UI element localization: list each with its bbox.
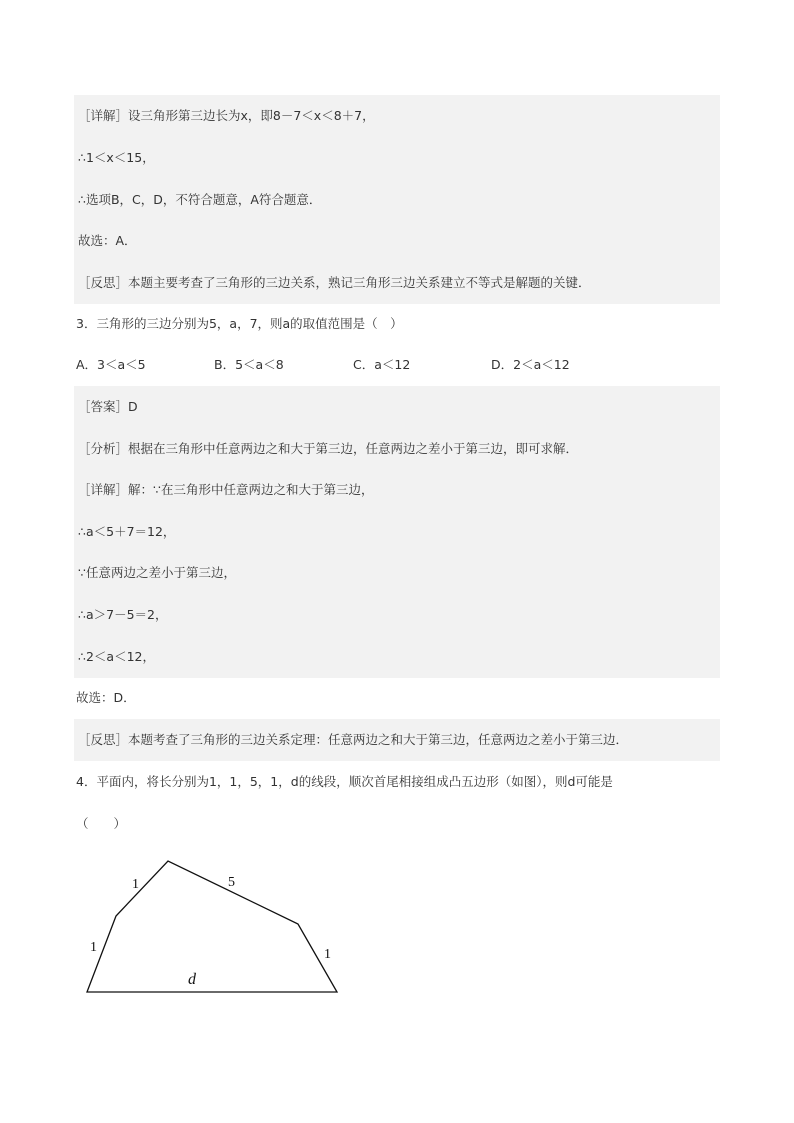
q3-analysis: ［分析］根据在三角形中任意两边之和大于第三边，任意两边之差小于第三边，即可求解． [74,428,720,470]
q3-step4: ∴2＜a＜12， [74,636,720,678]
label-left: 1 [90,940,97,955]
label-top: 5 [228,875,235,890]
q3-option-d: D．2＜a＜12 [491,357,570,372]
q3-option-a: A．3＜a＜5 [76,357,146,372]
prev-choice: 故选：A． [74,220,720,262]
q3-step1: ∴a＜5＋7＝12， [74,511,720,553]
prev-reflection: ［反思］本题主要考查了三角形的三边关系，熟记三角形三边关系建立不等式是解题的关键． [74,262,720,304]
q3-detail: ［详解］解：∵在三角形中任意两边之和大于第三边， [74,469,720,511]
q3-choice: 故选：D． [76,690,136,705]
q3-option-c: C．a＜12 [353,357,411,372]
q3-step2: ∵任意两边之差小于第三边， [74,552,720,594]
label-bottom: d [188,971,196,988]
label-upper-left: 1 [132,877,139,892]
q3-step3: ∴a＞7－5＝2， [74,594,720,636]
label-right: 1 [324,947,331,962]
q3-options [74,344,720,386]
q3-reflection: ［反思］本题考查了三角形的三边关系定理：任意两边之和大于第三边，任意两边之差小于第三边． [74,719,720,761]
q3-option-b: B．5＜a＜8 [214,357,284,372]
prev-step1: ∴1＜x＜15， [74,137,720,179]
q4-paren: （ ） [76,816,127,831]
prev-step2: ∴选项B，C，D，不符合题意，A符合题意． [74,179,720,221]
prev-detail: ［详解］设三角形第三边长为x，即8－7＜x＜8＋7， [74,95,720,137]
pentagon-figure [70,850,360,1010]
q4-stem: 4．平面内，将长分别为1，1，5，1，d的线段，顺次首尾相接组成凸五边形（如图），则d可能是 [76,774,613,789]
pentagon-shape [87,861,337,992]
q3-answer: ［答案］D [74,386,720,428]
q3-stem: 3．三角形的三边分别为5，a，7，则a的取值范围是（ ） [76,316,403,331]
